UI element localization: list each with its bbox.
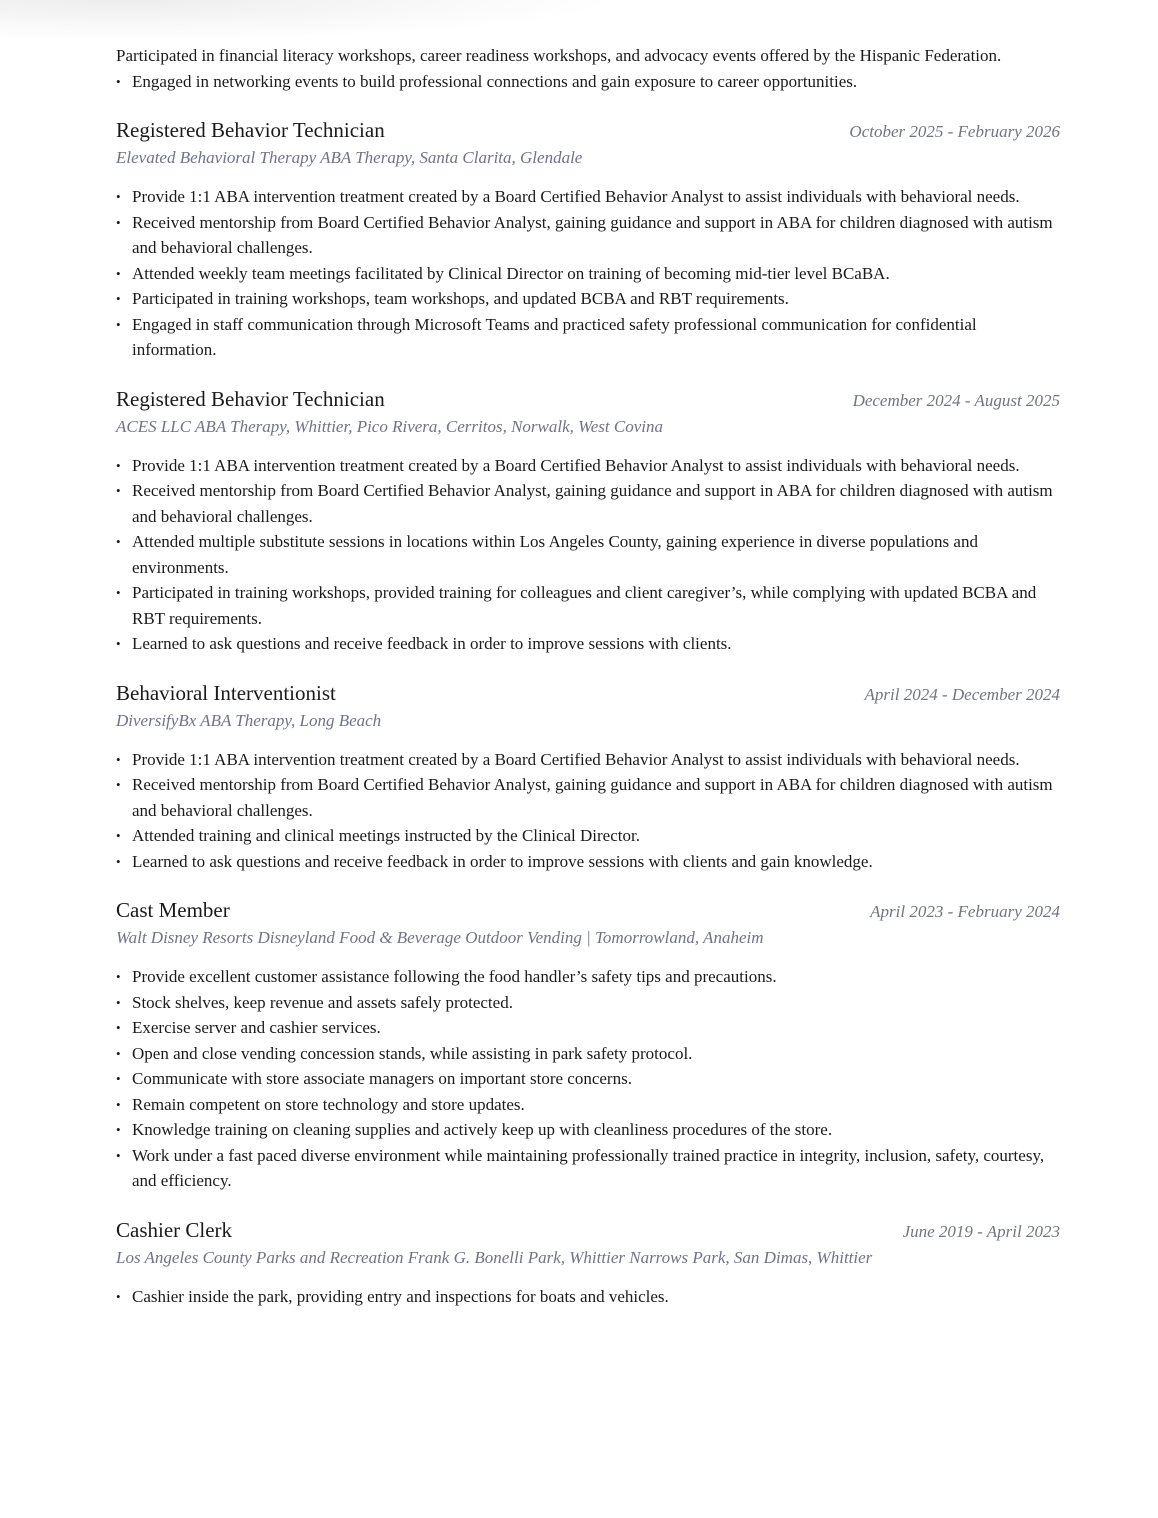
- bullet-item: [116, 529, 1060, 580]
- bullet-icon: •: [116, 483, 121, 498]
- bullet-item: [116, 772, 1060, 823]
- bullet-text: Received mentorship from Board Certified Behavior Analyst, gaining guidance and support in ABA for children diagnosed with autism and behavioral challenges.: [132, 481, 1053, 526]
- job-title: Behavioral Interventionist: [116, 680, 336, 705]
- job-entry: [116, 115, 1060, 363]
- job-dates: April 2023 - February 2024: [870, 902, 1060, 921]
- bullet-icon: •: [116, 994, 121, 1010]
- bullet-item: [116, 312, 1060, 363]
- bullet-item: [116, 823, 1060, 849]
- bullet-icon: •: [116, 1020, 121, 1035]
- bullet-icon: •: [116, 1045, 121, 1061]
- bullet-icon: •: [116, 636, 121, 651]
- page-shadow: [0, 0, 620, 40]
- job-header: [116, 1215, 1060, 1245]
- resume-page: [116, 43, 1060, 1309]
- bullet-text: Provide excellent customer assistance following the food handler’s safety tips and precautions.: [132, 967, 777, 986]
- job-dates: June 2019 - April 2023: [902, 1221, 1060, 1241]
- job-organization: ACES LLC ABA Therapy, Whittier, Pico Rivera, Cerritos, Norwalk, West Covina: [116, 416, 663, 436]
- bullet-text: Open and close vending concession stands, while assisting in park safety protocol.: [132, 1043, 693, 1063]
- bullet-item: [116, 453, 1060, 479]
- job-header: [116, 115, 1060, 145]
- job-title: Cashier Clerk: [116, 1217, 233, 1242]
- job-title: Registered Behavior Technician: [116, 386, 385, 411]
- job-header: [116, 895, 1060, 925]
- bullet-text: Provide 1:1 ABA intervention treatment created by a Board Certified Behavior Analyst to assist individuals with behavioral needs.: [132, 455, 1020, 475]
- job-bullets: [116, 453, 1060, 657]
- bullet-icon: •: [116, 265, 121, 281]
- bullet-icon: •: [116, 291, 121, 306]
- bullet-icon: •: [116, 751, 121, 767]
- job-organization: DiversifyBx ABA Therapy, Long Beach: [116, 710, 382, 730]
- job-entry: [116, 384, 1060, 657]
- bullet-icon: •: [116, 1122, 121, 1137]
- job-entry: [116, 678, 1060, 875]
- bullet-icon: •: [116, 1288, 121, 1304]
- bullet-icon: •: [116, 828, 121, 843]
- bullet-item: [116, 849, 1060, 875]
- bullet-text: Provide 1:1 ABA intervention treatment created by a Board Certified Behavior Analyst to assist individuals with behavioral needs.: [132, 187, 1020, 206]
- bullet-icon: •: [116, 777, 121, 792]
- bullet-icon: •: [116, 1071, 121, 1086]
- bullet-text: Engaged in staff communication through Microsoft Teams and practiced safety professional communication for confidential information.: [132, 314, 977, 359]
- bullet-text: Cashier inside the park, providing entry and inspections for boats and vehicles.: [132, 1286, 669, 1306]
- bullet-icon: •: [116, 969, 121, 984]
- job-dates: April 2024 - December 2024: [864, 684, 1060, 704]
- job-bullets: [116, 184, 1060, 363]
- bullet-item: [116, 580, 1060, 631]
- bullet-item: [116, 1092, 1060, 1118]
- bullet-item: [116, 747, 1060, 773]
- bullet-item: [116, 69, 1060, 95]
- job-header: [116, 384, 1060, 414]
- bullet-item: [116, 964, 1060, 990]
- bullet-text: Provide 1:1 ABA intervention treatment created by a Board Certified Behavior Analyst to assist individuals with behavioral needs.: [132, 749, 1020, 769]
- bullet-text: Engaged in networking events to build professional connections and gain exposure to career opportunities.: [132, 71, 858, 91]
- bullet-text: Remain competent on store technology and store updates.: [132, 1094, 525, 1114]
- bullet-item: [116, 1143, 1060, 1194]
- bullet-item: [116, 990, 1060, 1016]
- bullet-item: [116, 184, 1060, 210]
- job-entry: [116, 1215, 1060, 1310]
- bullet-text: Received mentorship from Board Certified Behavior Analyst, gaining guidance and support in ABA for children diagnosed with autism and behavioral challenges.: [132, 212, 1053, 257]
- bullet-text: Exercise server and cashier services.: [132, 1018, 381, 1037]
- bullet-icon: •: [116, 585, 121, 600]
- bullet-item: [116, 1284, 1060, 1310]
- bullet-item: [116, 286, 1060, 312]
- bullet-text: Learned to ask questions and receive feedback in order to improve sessions with clients and gain knowledge.: [132, 851, 873, 871]
- bullet-icon: •: [116, 1147, 121, 1163]
- bullet-item: [116, 1041, 1060, 1067]
- bullet-item: [116, 1015, 1060, 1041]
- bullet-icon: •: [116, 853, 121, 869]
- bullet-icon: •: [116, 457, 121, 473]
- bullet-text: Attended weekly team meetings facilitated by Clinical Director on training of becoming mid-tier level BCaBA.: [132, 263, 890, 283]
- intro-paragraph: Participated in financial literacy workshops, career readiness workshops, and advocacy events offered by the Hispanic Federation.: [116, 46, 1002, 65]
- bullet-icon: •: [116, 1096, 121, 1112]
- intro-section: [116, 43, 1060, 94]
- bullet-text: Knowledge training on cleaning supplies and actively keep up with cleanliness procedures of the store.: [132, 1120, 833, 1139]
- job-dates: October 2025 - February 2026: [849, 122, 1060, 141]
- job-title: Cast Member: [116, 898, 230, 922]
- bullet-item: [116, 478, 1060, 529]
- bullet-text: Attended multiple substitute sessions in locations within Los Angeles County, gaining experience in diverse populations and environments.: [132, 532, 978, 577]
- bullet-icon: •: [116, 534, 121, 549]
- job-organization: Walt Disney Resorts Disneyland Food & Beverage Outdoor Vending | Tomorrowland, Anaheim: [116, 928, 764, 947]
- bullet-text: Participated in training workshops, provided training for colleagues and client caregiver’s, while complying with updated BCBA and RBT requirements.: [132, 583, 1037, 628]
- bullet-text: Learned to ask questions and receive feedback in order to improve sessions with clients.: [132, 634, 732, 653]
- job-entry: [116, 895, 1060, 1194]
- bullet-item: [116, 261, 1060, 287]
- bullet-item: [116, 631, 1060, 657]
- bullet-text: Received mentorship from Board Certified Behavior Analyst, gaining guidance and support in ABA for children diagnosed with autism and behavioral challenges.: [132, 775, 1053, 820]
- bullet-item: [116, 210, 1060, 261]
- bullet-item: [116, 1066, 1060, 1092]
- bullet-text: Work under a fast paced diverse environment while maintaining professionally trained practice in integrity, inclusion, safety, courtesy, and efficiency.: [132, 1145, 1045, 1190]
- job-organization: Los Angeles County Parks and Recreation Frank G. Bonelli Park, Whittier Narrows Park, San Dimas, Whittier: [116, 1247, 873, 1267]
- job-bullets: [116, 1284, 1060, 1310]
- bullet-icon: •: [116, 73, 121, 89]
- bullet-icon: •: [116, 189, 121, 204]
- job-header: [116, 678, 1060, 708]
- bullet-text: Stock shelves, keep revenue and assets safely protected.: [132, 992, 513, 1012]
- bullet-icon: •: [116, 316, 121, 332]
- bullet-text: Participated in training workshops, team workshops, and updated BCBA and RBT requirements.: [132, 289, 789, 308]
- bullet-text: Communicate with store associate managers on important store concerns.: [132, 1069, 632, 1088]
- intro-bullets: [116, 69, 1060, 95]
- bullet-text: Attended training and clinical meetings instructed by the Clinical Director.: [132, 826, 640, 845]
- job-dates: December 2024 - August 2025: [852, 390, 1060, 410]
- job-organization: Elevated Behavioral Therapy ABA Therapy, Santa Clarita, Glendale: [116, 148, 583, 167]
- job-title: Registered Behavior Technician: [116, 118, 385, 142]
- bullet-item: [116, 1117, 1060, 1143]
- job-bullets: [116, 964, 1060, 1194]
- bullet-icon: •: [116, 214, 121, 230]
- job-bullets: [116, 747, 1060, 875]
